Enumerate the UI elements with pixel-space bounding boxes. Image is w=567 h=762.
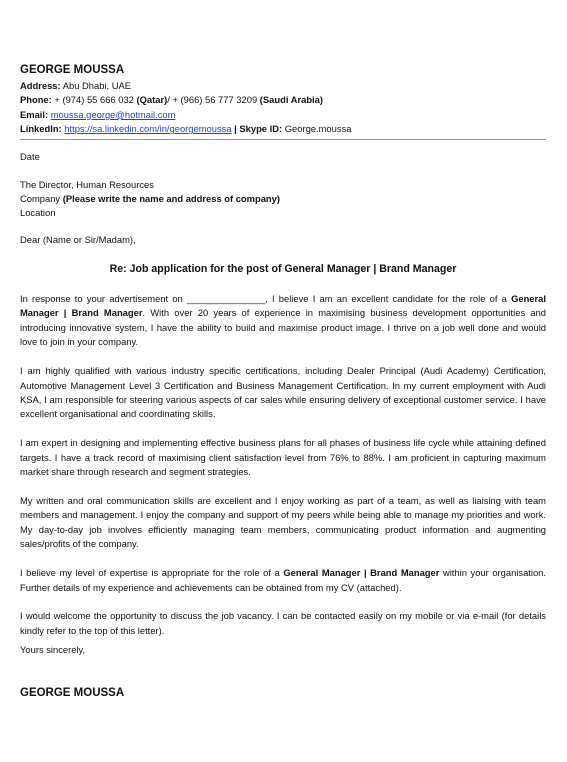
signature-name: GEORGE MOUSSA: [20, 687, 125, 699]
paragraph-5-end: within your organisation. Further details of my experience and achievements can be obtained from my CV (attached).: [20, 567, 546, 593]
email-line: [20, 108, 546, 122]
email-link[interactable]: moussa.george@hotmail.com: [50, 108, 176, 120]
paragraph-1-start: In response to your advertisement on _______________, I believe I am an excellent candidate for the role of a: [20, 293, 512, 304]
recipient-title: The Director, Human Resources: [20, 179, 154, 190]
phone-2: + (966) 56 777 3209: [172, 94, 258, 106]
address-line: [20, 79, 546, 93]
paragraph-5-role: General Manager | Brand Manager: [283, 567, 440, 579]
letter-body: [20, 292, 546, 653]
recipient-block: [20, 178, 280, 220]
skype-label: | Skype ID:: [231, 123, 283, 135]
contact-block: [20, 79, 546, 137]
paragraph-6: I would welcome the opportunity to discuss the job vacancy. I can be contacted easily on my mobile or via e-mail (for details kindly refer to the top of this letter).: [20, 610, 546, 636]
paragraph-4: My written and oral communication skills are excellent and I enjoy working as part of a team, as well as liaising with team members and management. I enjoy the company and support of my peers while being able to manage my priorities and work. My day-to-day job involves efficiently managing team members, communicating product information and augmenting sales/profits of the company.: [20, 494, 546, 550]
paragraph-3: I am expert in designing and implementing effective business plans for all phases of business life cycle while attaining defined targets. I have a track record of maximising client satisfaction level from 76% to 88%. I am proficient in capturing maximum market share through research and segment strategies.: [20, 437, 546, 478]
phone-line: [20, 93, 546, 107]
paragraph-5-start: I believe my level of expertise is appropriate for the role of a: [20, 567, 284, 579]
email-label: Email:: [20, 108, 49, 120]
recipient-location: Location: [20, 207, 56, 218]
paragraph-1-end: . With over 20 years of experience in maximising business development opportunities and introducing innovative system, I have the ability to build and maximise product image. I thrive on a job well done and would love to join in your company.: [20, 307, 546, 348]
linkedin-line: [20, 122, 546, 136]
phone-separator: /: [167, 94, 173, 106]
letter-date: Date: [20, 151, 40, 162]
phone-label: Phone:: [20, 94, 52, 106]
paragraph-2: I am highly qualified with various industry specific certifications, including Dealer Principal (Audi Academy) Certification, Automotive Management Level 3 Certification and Business Management Certification. In my current employment with Audi KSA, I am responsible for steering various aspects of car sales while ensuring delivery of exceptional customer service. I have excellent organisational and coordinating skills.: [20, 365, 546, 420]
header-divider: [20, 139, 546, 140]
recipient-company: Company: [20, 193, 63, 204]
phone-2-country: (Saudi Arabia): [259, 94, 323, 106]
skype-id: George.moussa: [284, 123, 352, 135]
linkedin-label: LinkedIn:: [20, 123, 62, 135]
address-label: Address:: [20, 80, 61, 91]
salutation: Dear (Name or Sir/Madam),: [20, 234, 136, 245]
recipient-company-note: (Please write the name and address of company): [62, 193, 280, 204]
recipient-company-line: [20, 192, 280, 206]
phone-1-country: (Qatar): [136, 94, 168, 106]
paragraph-1: [20, 292, 546, 350]
phone-1: + (974) 55 666 032: [54, 94, 134, 106]
linkedin-link[interactable]: https://sa.linkedin.com/in/georgemoussa: [64, 123, 232, 135]
address-value: Abu Dhabi, UAE: [62, 80, 132, 91]
paragraph-5: [20, 566, 546, 595]
sender-name: GEORGE MOUSSA: [20, 64, 125, 76]
closing: Yours sincerely,: [20, 644, 86, 655]
paragraph-1-role: General Manager | Brand Manager: [20, 293, 546, 319]
subject-line: Re: Job application for the post of General Manager | Brand Manager: [109, 263, 457, 275]
